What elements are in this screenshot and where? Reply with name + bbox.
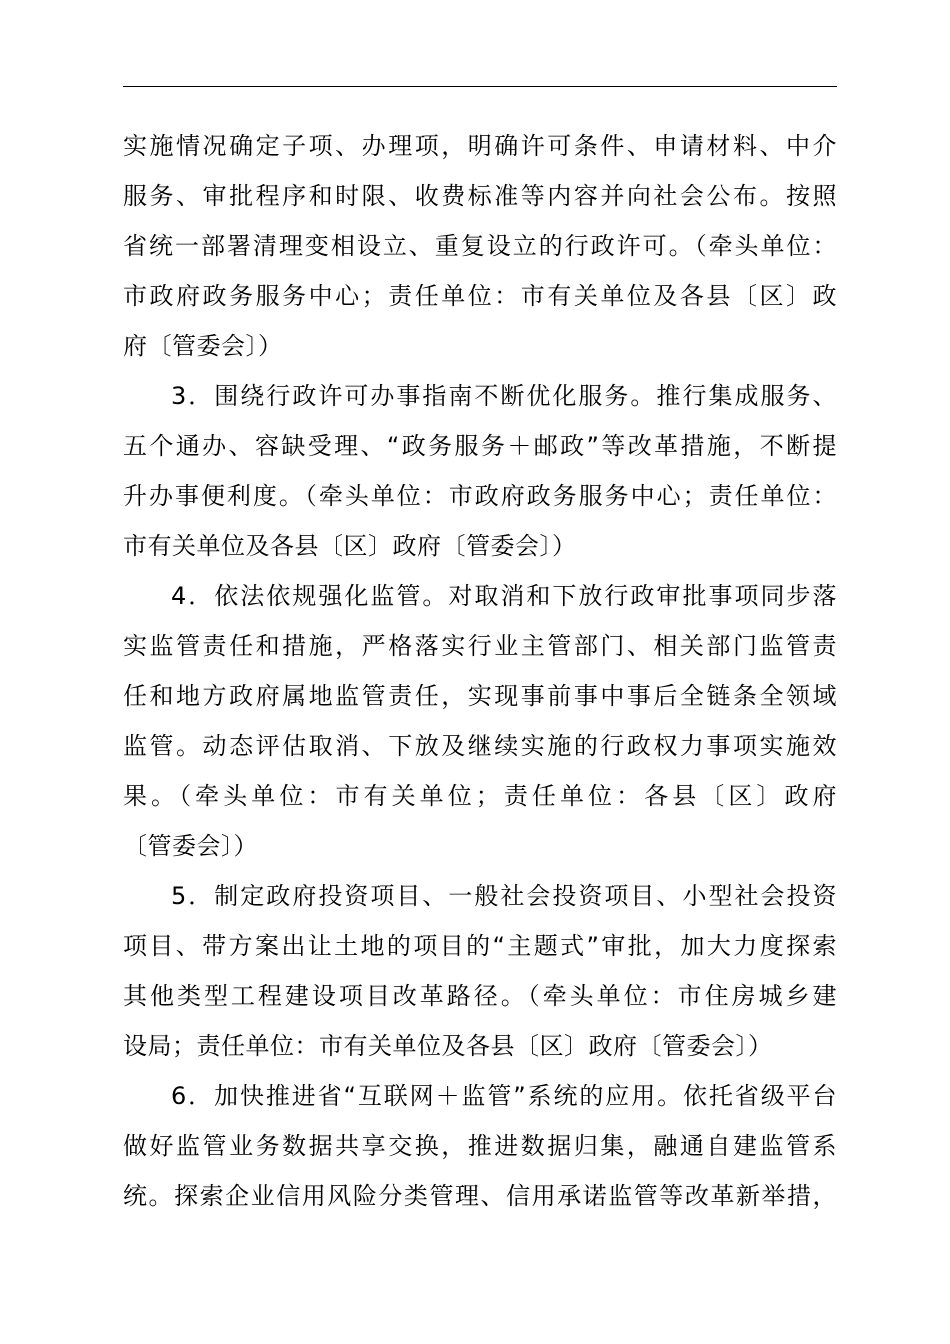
text-line: 实监管责任和措施，严格落实行业主管部门、相关部门监管责: [123, 632, 837, 660]
text-line: 设局；责任单位：市有关单位及各县〔区〕政府〔管委会〕）: [123, 1032, 773, 1060]
text-line: 府〔管委会〕）: [123, 332, 283, 360]
paragraph-item-3-start: 3．围绕行政许可办事指南不断优化服务。推行集成服务、: [171, 382, 837, 410]
text-line: 服务、审批程序和时限、收费标准等内容并向社会公布。按照: [123, 182, 837, 210]
text-line: 任和地方政府属地监管责任，实现事前事中事后全链条全领域: [123, 682, 837, 710]
text-line: 升办事便利度。（牵头单位：市政府政务服务中心；责任单位：: [123, 482, 837, 510]
text-line: 其他类型工程建设项目改革路径。（牵头单位：市住房城乡建: [123, 982, 837, 1010]
text-line: 项目、带方案出让土地的项目的“主题式”审批，加大力度探索: [123, 932, 837, 960]
paragraph-item-5-start: 5．制定政府投资项目、一般社会投资项目、小型社会投资: [171, 882, 837, 910]
document-body: [123, 121, 837, 1221]
paragraph-item-6-start: 6．加快推进省“互联网＋监管”系统的应用。依托省级平台: [171, 1082, 837, 1110]
text-line: 〔管委会〕）: [123, 832, 258, 860]
text-line: 做好监管业务数据共享交换，推进数据归集，融通自建监管系: [123, 1132, 837, 1160]
paragraph-item-4-start: 4．依法依规强化监管。对取消和下放行政审批事项同步落: [171, 582, 837, 610]
text-line: 五个通办、容缺受理、“政务服务＋邮政”等改革措施，不断提: [123, 432, 837, 460]
text-line: 省统一部署清理变相设立、重复设立的行政许可。（牵头单位：: [123, 232, 837, 260]
text-line: 果。（牵头单位：市有关单位；责任单位：各县〔区〕政府: [123, 782, 837, 810]
text-line: 市政府政务服务中心；责任单位：市有关单位及各县〔区〕政: [123, 282, 837, 310]
text-line: 市有关单位及各县〔区〕政府〔管委会〕）: [123, 532, 577, 560]
text-line: 统。探索企业信用风险分类管理、信用承诺监管等改革新举措，: [123, 1182, 837, 1210]
text-line: 实施情况确定子项、办理项，明确许可条件、申请材料、中介: [123, 132, 837, 160]
text-line: 监管。动态评估取消、下放及继续实施的行政权力事项实施效: [123, 732, 837, 760]
header-rule: [123, 86, 837, 87]
